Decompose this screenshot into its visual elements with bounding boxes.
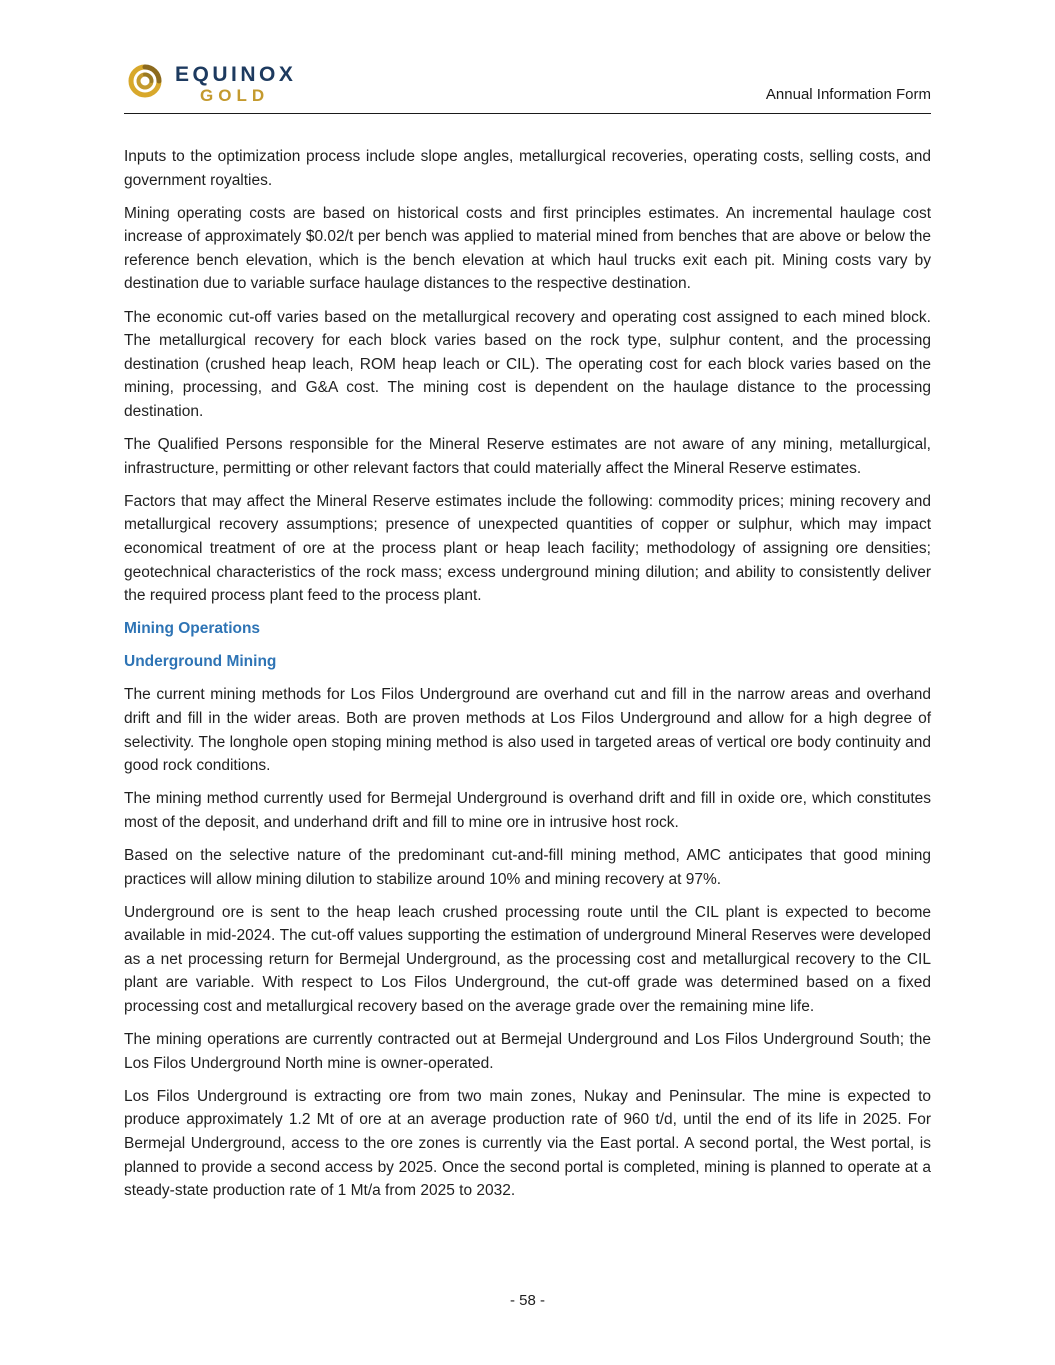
body-paragraph: The economic cut-off varies based on the metallurgical recovery and operating cost assigned to each mined block. The metallurgical recovery for each block varies based on the rock type, sulphur content, and the processing destination (crushed heap leach, ROM heap leach or CIL). The operating cost for each block varies based on the mining, processing, and G&A cost. The mining cost is dependent on the haulage distance to the processing destination. <box>124 308 931 420</box>
heading-mining-operations: Mining Operations <box>124 620 261 638</box>
body-paragraph: Underground ore is sent to the heap leach crushed processing route until the CIL plant is expected to become available in mid-2024. The cut-off values supporting the estimation of underground Mineral Reserves were developed as a net processing return for Bermejal Underground, as the processing cost and metallurgical recovery to the CIL plant are variable. With respect to Los Filos Underground, the cut-off grade was determined based on a fixed processing cost and metallurgical recovery based on the average grade over the remaining mine life. <box>124 903 931 1015</box>
body-paragraph: The Qualified Persons responsible for the Mineral Reserve estimates are not aware of any mining, metallurgical, infrastructure, permitting or other relevant factors that could materially affect the Mineral Reserve estimates. <box>124 436 931 477</box>
body-paragraph: Los Filos Underground is extracting ore from two main zones, Nukay and Peninsular. The mine is expected to produce approximately 1.2 Mt of ore at an average production rate of 960 t/d, until the end of its life in 2025. For Bermejal Underground, access to the ore zones is currently via the East portal. A second portal, the West portal, is planned to provide a second access by 2025. Once the second portal is completed, mining is planned to operate at a steady-state production rate of 1 Mt/a from 2025 to 2032. <box>124 1087 931 1200</box>
page-footer <box>0 1292 1055 1309</box>
logo-wordmark <box>175 64 296 104</box>
heading-underground-mining: Underground Mining <box>124 653 277 671</box>
equinox-gold-logo <box>124 62 296 105</box>
equinox-gold-logo-icon <box>124 62 166 105</box>
body-paragraph: The mining operations are currently contracted out at Bermejal Underground and Los Filos Underground South; the Los Filos Underground North mine is owner-operated. <box>124 1031 931 1072</box>
body-paragraph: Based on the selective nature of the predominant cut-and-fill mining method, AMC anticipates that good mining practices will allow mining dilution to stabilize around 10% and mining recovery at 97%. <box>124 846 931 888</box>
body-paragraph: Factors that may affect the Mineral Reserve estimates include the following: commodity prices; mining recovery and metallurgical recovery assumptions; presence of unexpected quantities of copper or sulphur, which may impact economical treatment of ore at the process plant or heap leach facility; methodology of assigning ore densities; geotechnical characteristics of the rock mass; excess underground mining dilution; and ability to consistently deliver the required process plant feed to the process plant. <box>124 492 931 605</box>
document-title: Annual Information Form <box>765 86 931 103</box>
page-header <box>124 62 931 114</box>
body-paragraph: The mining method currently used for Bermejal Underground is overhand drift and fill in oxide ore, which constitutes most of the deposit, and underhand drift and fill to mine ore in intrusive host rock. <box>124 790 931 831</box>
logo-gold-text: GOLD <box>200 85 270 105</box>
body-paragraph: Inputs to the optimization process include slope angles, metallurgical recoveries, operating costs, selling costs, and government royalties. <box>124 148 931 189</box>
page-number: - 58 - <box>509 1292 545 1309</box>
page-body <box>124 145 931 1203</box>
body-paragraph: Mining operating costs are based on historical costs and first principles estimates. An incremental haulage cost increase of approximately $0.02/t per bench was applied to material mined from benches that are above or below the reference bench elevation, which is the bench elevation at which haul trucks exit each pit. Mining costs vary by destination due to variable surface haulage distances to the respective destination. <box>124 204 931 293</box>
logo-equinox-text: EQUINOX <box>175 62 297 86</box>
body-paragraph: The current mining methods for Los Filos Underground are overhand cut and fill in the narrow areas and overhand drift and fill in the wider areas. Both are proven methods at Los Filos Underground and allow for a high degree of selectivity. The longhole open stoping mining method is also used in targeted areas of vertical ore body continuity and good rock conditions. <box>124 686 931 775</box>
